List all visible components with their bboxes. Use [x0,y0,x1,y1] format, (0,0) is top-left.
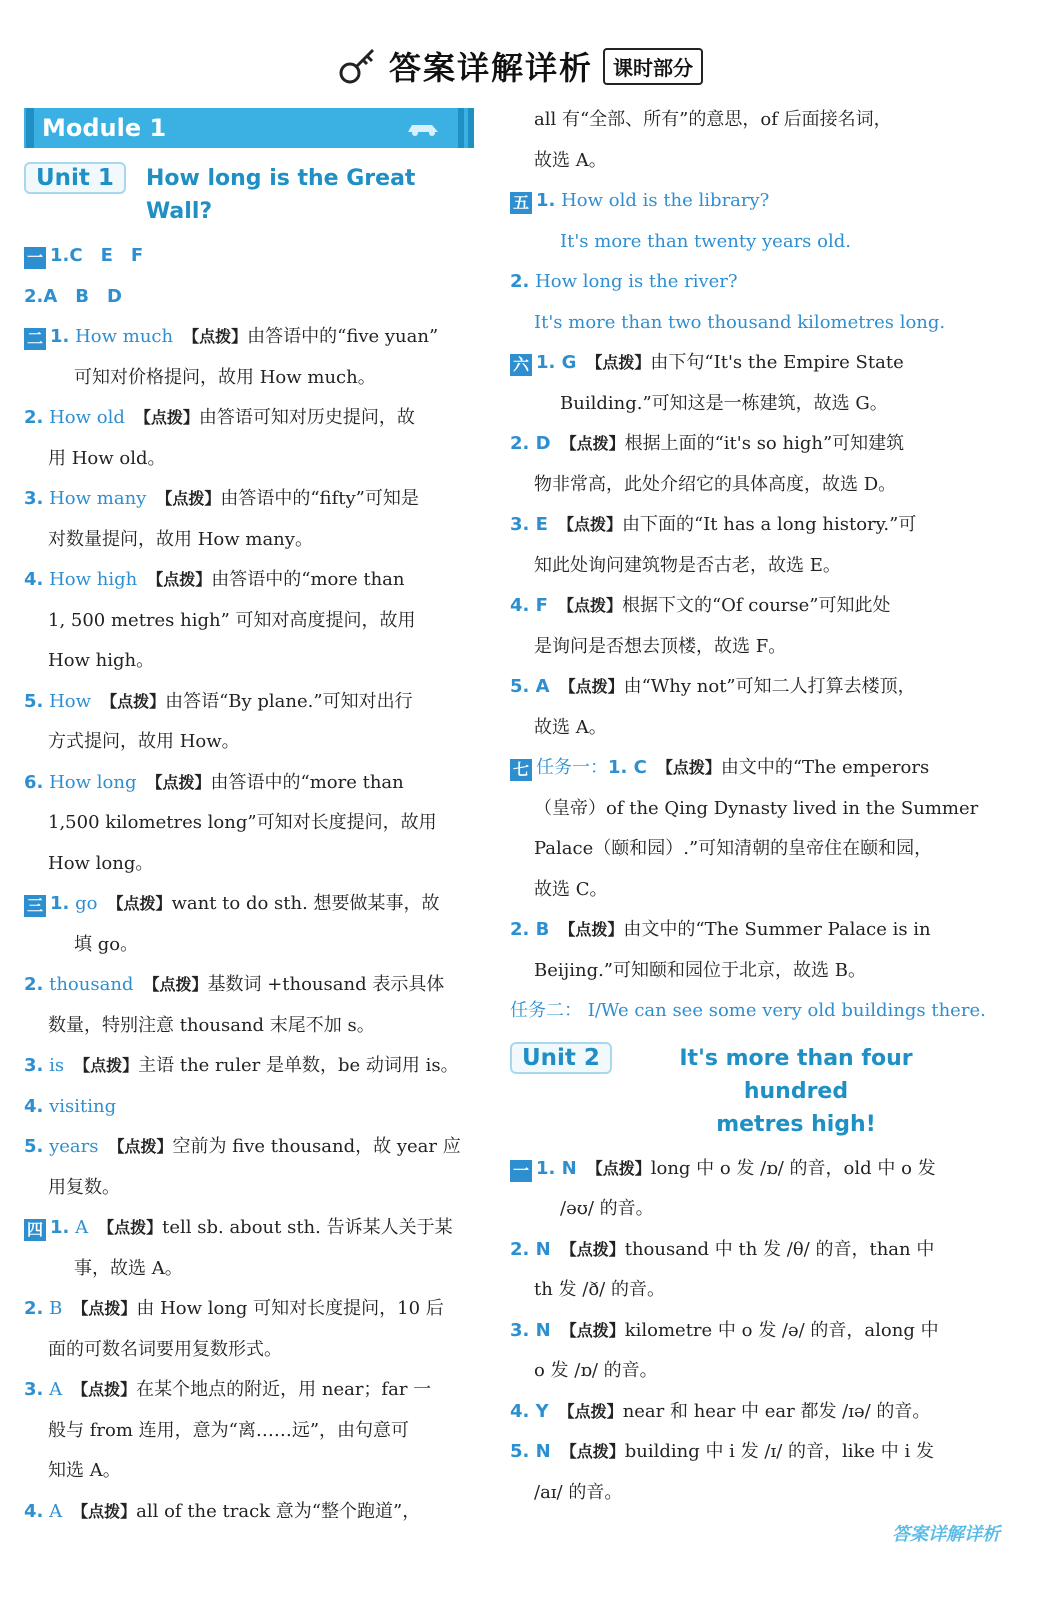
section-marker: 六 [510,354,532,376]
answer-row: 3. is 【点拨】主语 the ruler 是单数，be 动词用 is。 [24,1055,459,1076]
answer-row: 6. How long 【点拨】由答语中的“more than [24,771,404,793]
unit2-title: It's more than four hundred metres high! [679,1045,913,1137]
answer-row: 一 1. N 【点拨】long 中 o 发 /ɒ/ 的音，old 中 o 发 [510,1149,960,1190]
left-column: Module 1 Unit 1 How long is the Great Wall? 一 1.C E F 2.A B D 二 1. How much 【点拨】由答语中的“five yuan” 可知对价格提问，故用 How much。 2. How old 【点拨】由答语可知对历史提问，故 用 How old。 3. How many 【点拨】由答语中的“fifty”可知是 对数量提问，故用 How many。 4. How high 【点拨】由答语中的“more than 1, 500 metres high” 可知对高度提问，故用 How high。 5. How 【点拨】由答语“By plane.”可知对出行 方式提问，故用 How。 6. How long 【点拨】由答语中的“more than 1,500 kilometres long”可知对长度提问，故用 How long。 三 1. go 【点拨】want to do sth. 想要做某事，故 填 go。 2. thousand 【点拨】基数词 +thousand 表示具体 数量，特别注意 thousand 末尾不加 s。 3. is 【点拨】主语 the ruler 是单数，be 动词用 is。 4. visiting 5. years 【点拨】空前为 five thousand，故 year 应 用复数。 四 1. A 【点拨】tell sb. about sth. 告诉某人关于某 事，故选 A。 2. B 【点拨】由 How long 可知对长度提问，10 后 面的可数名词要用复数形式。 3. A 【点拨】在某个地点的附近，用 near；far 一 般与 from 连用，意为“离……远”，由句意可 知选 A。 4. A 【点拨】all of the track 意为“整个跑道”， [24,100,474,1532]
answer-row: 三 1. go 【点拨】want to do sth. 想要做某事，故 [24,884,474,925]
answer-row: 4. A 【点拨】all of the track 意为“整个跑道”， [24,1500,421,1522]
answer-row: 2. D 【点拨】根据上面的“it's so high”可知建筑 [510,433,905,454]
answer-row: 3. A 【点拨】在某个地点的附近，用 near；far 一 [24,1379,432,1400]
module-banner [24,108,474,148]
answer-row: 2. B 【点拨】由文中的“The Summer Palace is in [510,919,931,940]
unit2-heading [510,1042,960,1141]
unit1-label: Unit 1 [24,162,126,194]
unit1-heading [24,162,474,228]
answer-row: 3. E 【点拨】由下面的“It has a long history.”可 [510,514,917,535]
answer-row: 3. N 【点拨】kilometre 中 o 发 /ə/ 的音，along 中 [510,1319,939,1341]
section-marker: 七 [510,759,532,781]
footer-label: 答案详解详析 [892,1524,1000,1545]
page-header [0,38,1040,94]
answer-row: 2. How old 【点拨】由答语可知对历史提问，故 [24,407,415,428]
answer-row: 2.A B D [24,285,122,307]
answer-row: 四 1. A 【点拨】tell sb. about sth. 告诉某人关于某 [24,1208,474,1249]
unit1-title: How long is the Great Wall? [145,166,416,224]
section-marker: 一 [24,247,46,269]
answer-row: 任务二： I/We can see some very old buildings there. [510,1000,986,1021]
answer-row: 3. How many 【点拨】由答语中的“fifty”可知是 [24,488,419,509]
car-icon [404,118,444,138]
answer-row: 4. F 【点拨】根据下文的“Of course”可知此处 [510,595,891,616]
answer-row: 七 任务一：1. C 【点拨】由文中的“The emperors [510,748,960,789]
section-marker: 四 [24,1219,46,1241]
answer-row: 5. A 【点拨】由“Why not”可知二人打算去楼顶， [510,676,916,697]
answer-row: 2. thousand 【点拨】基数词 +thousand 表示具体 [24,974,445,995]
key-icon [337,45,379,87]
answer-row: 2. How long is the river? [510,271,738,292]
section-marker: 三 [24,895,46,917]
answer-row: 5. years 【点拨】空前为 five thousand，故 year 应 [24,1136,461,1157]
answer-row: 4. How high 【点拨】由答语中的“more than [24,569,405,590]
answer-row: 4. Y 【点拨】near 和 hear 中 ear 都发 /ɪə/ 的音。 [510,1400,931,1422]
section-marker: 一 [510,1160,532,1182]
answer-row: 5. N 【点拨】building 中 i 发 /ɪ/ 的音，like 中 i 发 [510,1441,934,1462]
section-tag: 课时部分 [603,48,703,85]
answer-row: 4. visiting [24,1095,117,1117]
unit2-label: Unit 2 [510,1042,612,1074]
answer-row: 六 1. G 【点拨】由下句“It's the Empire State [510,343,960,384]
answer-row: 二 1. How much 【点拨】由答语中的“five yuan” [24,317,474,358]
page-title: 答案详解详析 [388,49,593,87]
answer-row: 2. N 【点拨】thousand 中 th 发 /θ/ 的音，than 中 [510,1238,935,1260]
section-marker: 五 [510,192,532,214]
right-column: all 有“全部、所有”的意思，of 后面接名词， 故选 A。 五 1. How old is the library? It's more than twenty years old. 2. How long is the river? It's more than two thousand kilometres long. 六 1. G 【点拨】由下句“It's the Empire State Building.”可知这是一栋建筑，故选 G。 2. D 【点拨】根据上面的“it's so high”可知建筑 物非常高，此处介绍它的具体高度，故选 D。 3. E 【点拨】由下面的“It has a long history.”可 知此处询问建筑物是否古老，故选 E。 4. F 【点拨】根据下文的“Of course”可知此处 是询问是否想去顶楼，故选 F。 5. A 【点拨】由“Why not”可知二人打算去楼顶， 故选 A。 七 任务一：1. C 【点拨】由文中的“The emperors （皇帝）of the Qing Dynasty lived in the Summer Palace（颐和园）.”可知清朝的皇帝住在颐和园， 故选 C。 2. B 【点拨】由文中的“The Summer Palace is in Beijing.”可知颐和园位于北京，故选 B。 任务二： I/We can see some very old buildings there. Unit 2 It's more than four hundred metres high! 一 1. N 【点拨】long 中 o 发 /ɒ/ 的音，old 中 o 发 /əʊ/ 的音。 2. N 【点拨】thousand 中 th 发 /θ/ 的音，than 中 th 发 /ð/ 的音。 3. N 【点拨】kilometre 中 o 发 /ə/ 的音，along 中 o 发 /ɒ/ 的音。 4. Y 【点拨】near 和 hear 中 ear 都发 /ɪə/ 的音。 5. N 【点拨】building 中 i 发 /ɪ/ 的音，like 中 i 发 /aɪ/ 的音。 [510,109,986,1503]
answer-row: 五 1. How old is the library? [510,181,960,222]
section-marker: 二 [24,328,46,350]
answer-row: 一 1.C E F [24,236,474,277]
module-label: Module 1 [42,114,167,142]
answer-row: 2. B 【点拨】由 How long 可知对长度提问，10 后 [24,1298,444,1319]
answer-row: 5. How 【点拨】由答语“By plane.”可知对出行 [24,690,413,712]
